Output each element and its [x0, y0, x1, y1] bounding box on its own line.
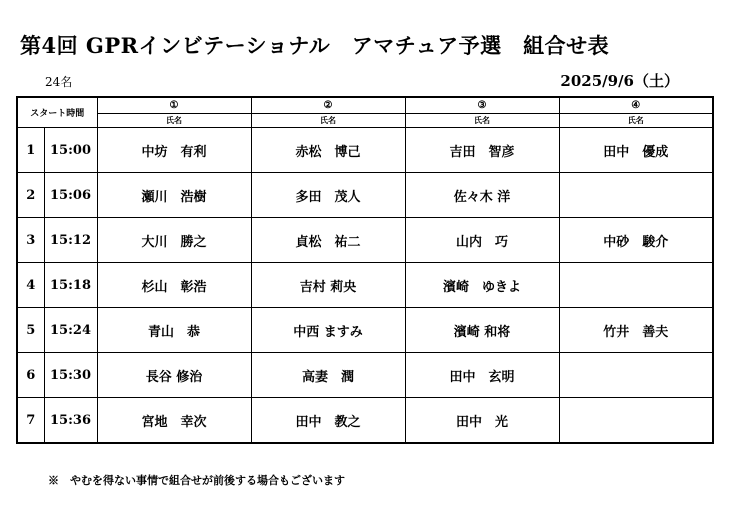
start-time: 15:06 — [44, 173, 97, 218]
player-name: 瀬川 浩樹 — [97, 173, 251, 218]
event-date: 2025/9/6（土） — [560, 72, 679, 90]
name-header-4: 氏名 — [559, 114, 713, 128]
group-header-3: ③ — [405, 97, 559, 114]
player-name: 佐々木 洋 — [405, 173, 559, 218]
player-name: 山内 巧 — [405, 218, 559, 263]
group-header-4: ④ — [559, 97, 713, 114]
row-number: 4 — [17, 263, 44, 308]
pairings-table — [16, 96, 714, 444]
player-name: 田中 玄明 — [405, 353, 559, 398]
player-name: 田中 優成 — [559, 128, 713, 173]
table-row — [17, 353, 713, 398]
player-name: 宮地 幸次 — [97, 398, 251, 444]
player-name: 田中 光 — [405, 398, 559, 444]
start-time: 15:00 — [44, 128, 97, 173]
name-header-3: 氏名 — [405, 114, 559, 128]
player-count: 24名 — [45, 75, 73, 89]
start-time: 15:12 — [44, 218, 97, 263]
player-name — [559, 173, 713, 218]
row-number: 2 — [17, 173, 44, 218]
row-number: 5 — [17, 308, 44, 353]
row-number: 7 — [17, 398, 44, 444]
player-name: 吉田 智彦 — [405, 128, 559, 173]
page-title: 第4回 GPRインビテーショナル アマチュア予選 組合せ表 — [20, 33, 610, 58]
start-time: 15:18 — [44, 263, 97, 308]
group-header-2: ② — [251, 97, 405, 114]
player-name: 中坊 有利 — [97, 128, 251, 173]
table-row — [17, 128, 713, 173]
table-row — [17, 263, 713, 308]
name-header-2: 氏名 — [251, 114, 405, 128]
player-name: 貞松 祐二 — [251, 218, 405, 263]
player-name: 田中 教之 — [251, 398, 405, 444]
player-name: 長谷 修治 — [97, 353, 251, 398]
player-name: 吉村 莉央 — [251, 263, 405, 308]
row-number: 1 — [17, 128, 44, 173]
start-time: 15:30 — [44, 353, 97, 398]
start-time: 15:24 — [44, 308, 97, 353]
player-name — [559, 263, 713, 308]
player-name: 高妻 潤 — [251, 353, 405, 398]
player-name: 多田 茂人 — [251, 173, 405, 218]
group-header-1: ① — [97, 97, 251, 114]
start-time: 15:36 — [44, 398, 97, 444]
player-name: 赤松 博己 — [251, 128, 405, 173]
player-name: 濱崎 ゆきよ — [405, 263, 559, 308]
table-row — [17, 218, 713, 263]
player-name: 中砂 駿介 — [559, 218, 713, 263]
footnote: ※ やむを得ない事情で組合せが前後する場合もございます — [48, 474, 345, 487]
player-name: 中西 ますみ — [251, 308, 405, 353]
start-time-header: スタート時間 — [17, 97, 97, 128]
table-row — [17, 398, 713, 444]
table-row — [17, 173, 713, 218]
row-number: 3 — [17, 218, 44, 263]
table-row — [17, 308, 713, 353]
player-name: 杉山 彰浩 — [97, 263, 251, 308]
player-name: 大川 勝之 — [97, 218, 251, 263]
player-name: 濱崎 和将 — [405, 308, 559, 353]
row-number: 6 — [17, 353, 44, 398]
player-name: 竹井 善夫 — [559, 308, 713, 353]
player-name: 青山 恭 — [97, 308, 251, 353]
player-name — [559, 353, 713, 398]
name-header-1: 氏名 — [97, 114, 251, 128]
player-name — [559, 398, 713, 444]
